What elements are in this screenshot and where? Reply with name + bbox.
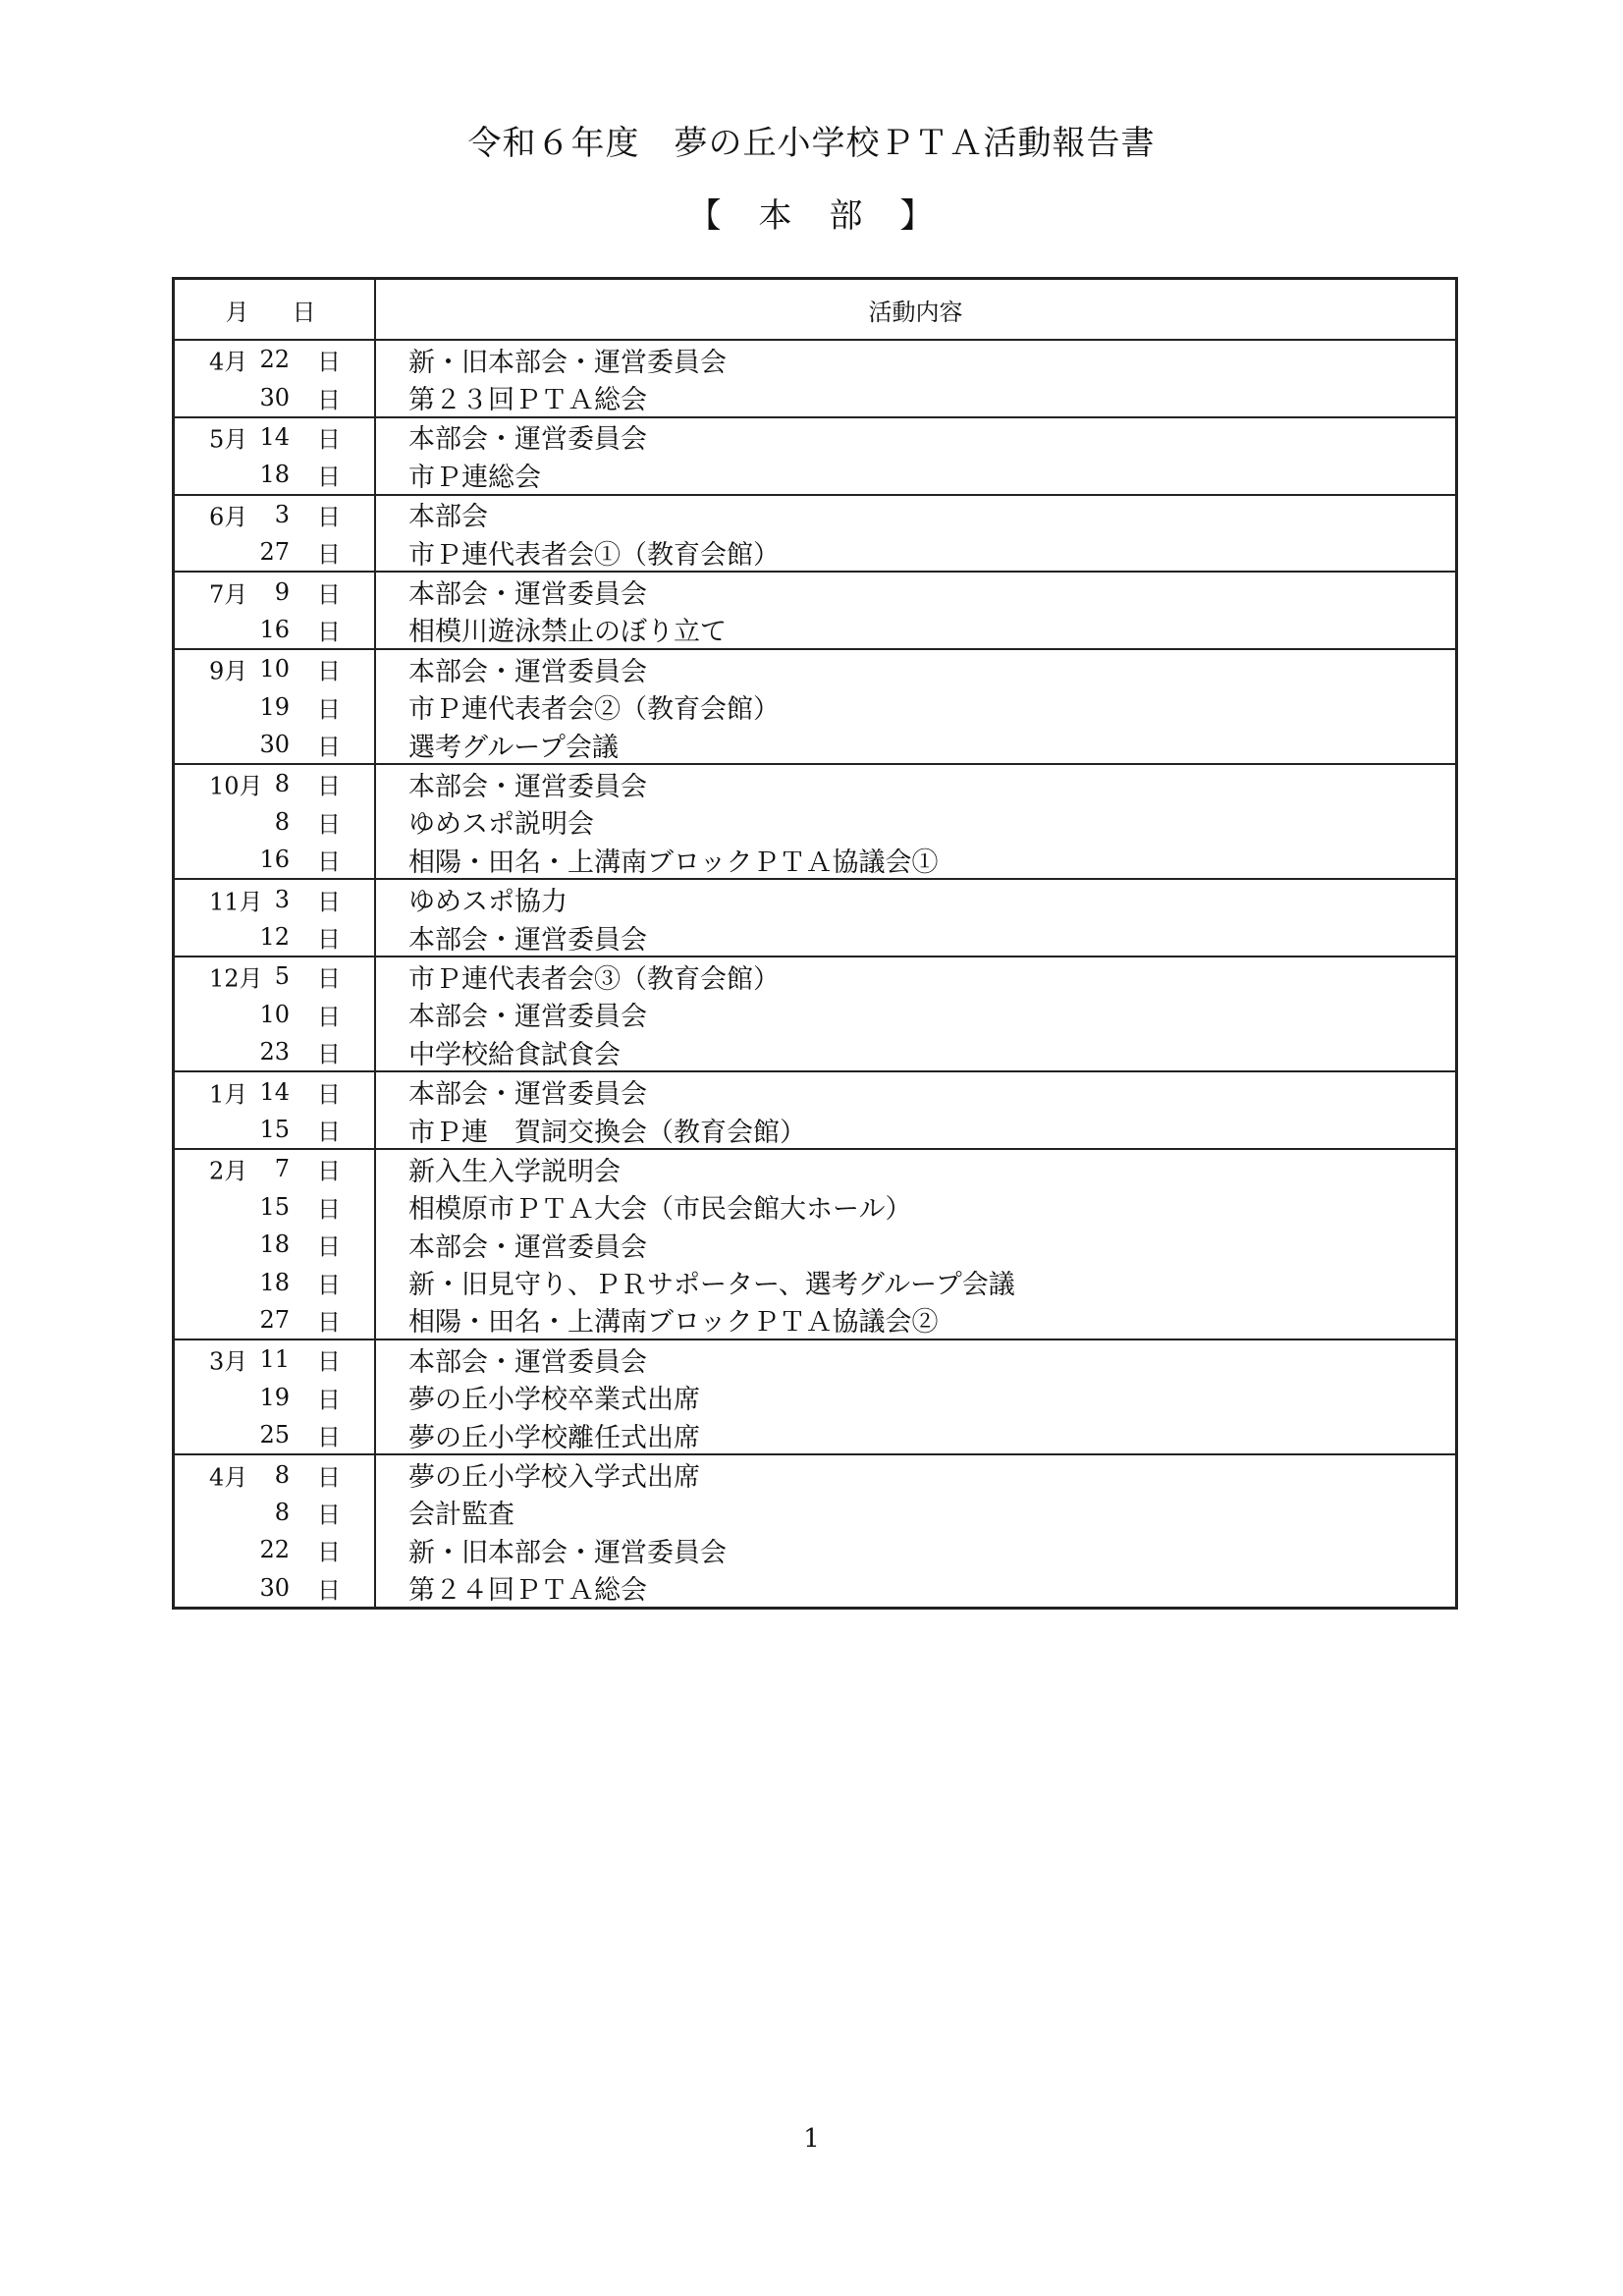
table-row	[175, 880, 1455, 917]
table-row	[175, 378, 1455, 415]
table-row	[175, 456, 1455, 493]
date-cell	[175, 1494, 376, 1531]
date-cell	[175, 1531, 376, 1568]
date-cell	[175, 1340, 376, 1378]
activity-cell: 夢の丘小学校離任式出席	[408, 1422, 700, 1453]
month-label: 1月	[209, 1080, 248, 1109]
day-number: 3	[274, 885, 290, 913]
day-number: 23	[259, 1038, 290, 1066]
day-suffix: 日	[317, 1003, 341, 1031]
day-suffix: 日	[317, 1576, 341, 1605]
table-row	[175, 533, 1455, 571]
day-suffix: 日	[317, 925, 341, 954]
day-number: 10	[259, 1000, 290, 1028]
day-suffix: 日	[317, 503, 341, 531]
date-cell	[175, 803, 376, 841]
date-cell	[175, 533, 376, 571]
activity-cell: 市Ｐ連代表者会①（教育会館）	[408, 539, 780, 571]
day-number: 5	[274, 962, 290, 991]
day-number: 27	[259, 1305, 290, 1334]
day-number: 15	[259, 1116, 290, 1143]
day-suffix: 日	[317, 1463, 341, 1492]
activity-cell: 本部会・運営委員会	[408, 424, 647, 456]
table-row	[175, 1531, 1455, 1568]
day-suffix: 日	[317, 1080, 341, 1109]
day-number: 8	[274, 770, 290, 798]
table-row	[175, 1340, 1455, 1378]
month-label: 3月	[209, 1347, 248, 1376]
month-group	[175, 1455, 1455, 1607]
day-suffix: 日	[317, 888, 341, 916]
day-number: 9	[274, 577, 290, 606]
activity-cell: 市Ｐ連総会	[408, 462, 541, 493]
activity-cell: 会計監査	[408, 1500, 514, 1531]
activity-cell: 本部会・運営委員会	[408, 1079, 647, 1111]
activity-table	[172, 277, 1458, 1610]
month-label: 2月	[209, 1157, 248, 1185]
activity-cell: 中学校給食試食会	[408, 1039, 621, 1070]
table-row	[175, 1379, 1455, 1416]
month-group	[175, 418, 1455, 496]
date-cell	[175, 1111, 376, 1148]
month-label: 4月	[209, 348, 248, 376]
date-cell	[175, 688, 376, 726]
day-number: 3	[274, 500, 290, 528]
activity-cell: 夢の丘小学校卒業式出席	[408, 1385, 700, 1416]
day-suffix: 日	[317, 1271, 341, 1299]
month-group	[175, 573, 1455, 650]
day-number: 19	[259, 692, 290, 721]
table-row	[175, 765, 1455, 802]
day-suffix: 日	[317, 847, 341, 876]
day-suffix: 日	[317, 1232, 341, 1261]
day-suffix: 日	[317, 348, 341, 376]
date-cell	[175, 1188, 376, 1226]
date-cell	[175, 378, 376, 415]
day-number: 16	[259, 615, 290, 643]
day-suffix: 日	[317, 618, 341, 646]
activity-cell: 新・旧見守り、ＰＲサポーター、選考グループ会議	[408, 1270, 1015, 1301]
table-row	[175, 1188, 1455, 1226]
month-label: 6月	[209, 503, 248, 531]
activity-cell: 本部会	[408, 502, 488, 533]
activity-cell: 新入生入学説明会	[408, 1156, 621, 1187]
day-suffix: 日	[317, 1347, 341, 1376]
date-cell	[175, 880, 376, 917]
day-number: 30	[259, 731, 290, 759]
table-row	[175, 1111, 1455, 1148]
date-cell	[175, 496, 376, 533]
day-suffix: 日	[317, 580, 341, 609]
month-group	[175, 341, 1455, 418]
date-cell	[175, 1072, 376, 1110]
table-row	[175, 996, 1455, 1033]
month-label: 10月	[209, 772, 263, 800]
table-row	[175, 650, 1455, 687]
day-number: 11	[259, 1345, 290, 1374]
table-row	[175, 418, 1455, 456]
table-row	[175, 1301, 1455, 1339]
table-row	[175, 1416, 1455, 1453]
activity-cell: 本部会・運営委員会	[408, 1231, 647, 1263]
day-suffix: 日	[317, 540, 341, 569]
day-suffix: 日	[317, 425, 341, 454]
month-group	[175, 650, 1455, 765]
header-date: 月 日	[225, 298, 326, 326]
table-row	[175, 1569, 1455, 1607]
day-suffix: 日	[317, 386, 341, 414]
date-cell	[175, 1263, 376, 1300]
month-group	[175, 1150, 1455, 1340]
activity-cell: 第２４回ＰＴＡ総会	[408, 1575, 647, 1607]
day-suffix: 日	[317, 1118, 341, 1146]
table-row	[175, 1072, 1455, 1110]
activity-cell: 本部会・運営委員会	[408, 1002, 647, 1033]
day-suffix: 日	[317, 772, 341, 800]
month-group	[175, 1072, 1455, 1150]
page-title: 令和６年度 夢の丘小学校ＰＴＡ活動報告書	[467, 124, 1156, 163]
date-cell	[175, 650, 376, 687]
date-cell	[175, 726, 376, 763]
day-number: 14	[259, 1077, 290, 1106]
day-suffix: 日	[317, 657, 341, 685]
date-cell	[175, 1301, 376, 1339]
date-cell	[175, 1226, 376, 1263]
day-suffix: 日	[317, 810, 341, 839]
day-number: 22	[259, 1536, 290, 1564]
day-suffix: 日	[317, 463, 341, 491]
date-cell	[175, 341, 376, 378]
day-suffix: 日	[317, 1423, 341, 1451]
day-number: 30	[259, 1573, 290, 1602]
date-cell	[175, 1569, 376, 1607]
month-label: 4月	[209, 1463, 248, 1492]
date-cell	[175, 456, 376, 493]
table-row	[175, 573, 1455, 610]
day-suffix: 日	[317, 1386, 341, 1414]
month-group	[175, 1340, 1455, 1455]
activity-cell: 第２３回ＰＴＡ総会	[408, 385, 647, 416]
date-cell	[175, 611, 376, 648]
month-label: 5月	[209, 425, 248, 454]
day-suffix: 日	[317, 1501, 341, 1529]
day-number: 18	[259, 461, 290, 489]
day-suffix: 日	[317, 1040, 341, 1068]
activity-cell: 夢の丘小学校入学式出席	[408, 1462, 700, 1494]
table-row	[175, 1263, 1455, 1300]
day-number: 8	[274, 807, 290, 836]
date-cell	[175, 765, 376, 802]
date-cell	[175, 957, 376, 995]
table-row	[175, 726, 1455, 763]
activity-cell: 市Ｐ連代表者会③（教育会館）	[408, 963, 780, 995]
table-row	[175, 957, 1455, 995]
day-number: 14	[259, 422, 290, 451]
activity-cell: 相模川遊泳禁止のぼり立て	[408, 617, 727, 648]
day-number: 19	[259, 1383, 290, 1411]
section-subtitle: 【 本 部 】	[687, 196, 936, 236]
table-row	[175, 1150, 1455, 1187]
date-cell	[175, 1416, 376, 1453]
month-group	[175, 765, 1455, 880]
date-cell	[175, 1455, 376, 1493]
activity-cell: 本部会・運営委員会	[408, 579, 647, 611]
month-label: 7月	[209, 580, 248, 609]
table-header	[175, 280, 1455, 341]
day-number: 30	[259, 383, 290, 411]
day-number: 8	[274, 1460, 290, 1489]
activity-cell: 相陽・田名・上溝南ブロックＰＴＡ協議会①	[408, 847, 939, 878]
activity-cell: 市Ｐ連 賀詞交換会（教育会館）	[408, 1117, 806, 1148]
date-cell	[175, 996, 376, 1033]
table-row	[175, 496, 1455, 533]
month-group	[175, 880, 1455, 957]
month-label: 11月	[209, 888, 263, 916]
activity-cell: 本部会・運営委員会	[408, 656, 647, 687]
day-suffix: 日	[317, 1538, 341, 1566]
day-suffix: 日	[317, 1195, 341, 1224]
activity-cell: ゆめスポ協力	[408, 887, 568, 918]
activity-cell: 新・旧本部会・運営委員会	[408, 347, 727, 378]
month-group	[175, 957, 1455, 1072]
activity-cell: 選考グループ会議	[408, 732, 619, 763]
activity-cell: 本部会・運営委員会	[408, 924, 647, 956]
table-body	[175, 341, 1455, 1607]
day-suffix: 日	[317, 733, 341, 761]
activity-cell: 相陽・田名・上溝南ブロックＰＴＡ協議会②	[408, 1307, 939, 1339]
activity-cell: 市Ｐ連代表者会②（教育会館）	[408, 694, 780, 726]
day-number: 25	[259, 1421, 290, 1449]
day-suffix: 日	[317, 1157, 341, 1185]
day-suffix: 日	[317, 964, 341, 993]
activity-cell: 相模原市ＰＴＡ大会（市民会館大ホール）	[408, 1194, 912, 1226]
table-row	[175, 841, 1455, 878]
date-cell	[175, 418, 376, 456]
month-label: 12月	[209, 964, 263, 993]
day-number: 8	[274, 1498, 290, 1526]
activity-cell: 本部会・運営委員会	[408, 1346, 647, 1378]
activity-cell: ゆめスポ説明会	[408, 809, 594, 841]
activity-cell: 新・旧本部会・運営委員会	[408, 1537, 727, 1568]
day-number: 12	[259, 923, 290, 952]
table-row	[175, 1226, 1455, 1263]
day-number: 16	[259, 846, 290, 874]
day-number: 18	[259, 1230, 290, 1259]
table-row	[175, 918, 1455, 956]
table-row	[175, 1033, 1455, 1070]
page-number: 1	[803, 2124, 820, 2154]
day-suffix: 日	[317, 1308, 341, 1337]
date-cell	[175, 573, 376, 610]
day-number: 7	[274, 1155, 290, 1183]
day-number: 15	[259, 1192, 290, 1221]
month-group	[175, 496, 1455, 574]
date-cell	[175, 841, 376, 878]
table-row	[175, 1455, 1455, 1493]
table-row	[175, 803, 1455, 841]
header-activity: 活動内容	[868, 298, 963, 326]
table-row	[175, 341, 1455, 378]
date-cell	[175, 1379, 376, 1416]
day-number: 10	[259, 655, 290, 683]
table-row	[175, 688, 1455, 726]
date-cell	[175, 1033, 376, 1070]
day-suffix: 日	[317, 695, 341, 724]
date-cell	[175, 1150, 376, 1187]
day-number: 22	[259, 346, 290, 374]
date-cell	[175, 918, 376, 956]
day-number: 27	[259, 538, 290, 567]
table-row	[175, 1494, 1455, 1531]
month-label: 9月	[209, 657, 248, 685]
table-row	[175, 611, 1455, 648]
activity-cell: 本部会・運営委員会	[408, 772, 647, 802]
day-number: 18	[259, 1268, 290, 1296]
